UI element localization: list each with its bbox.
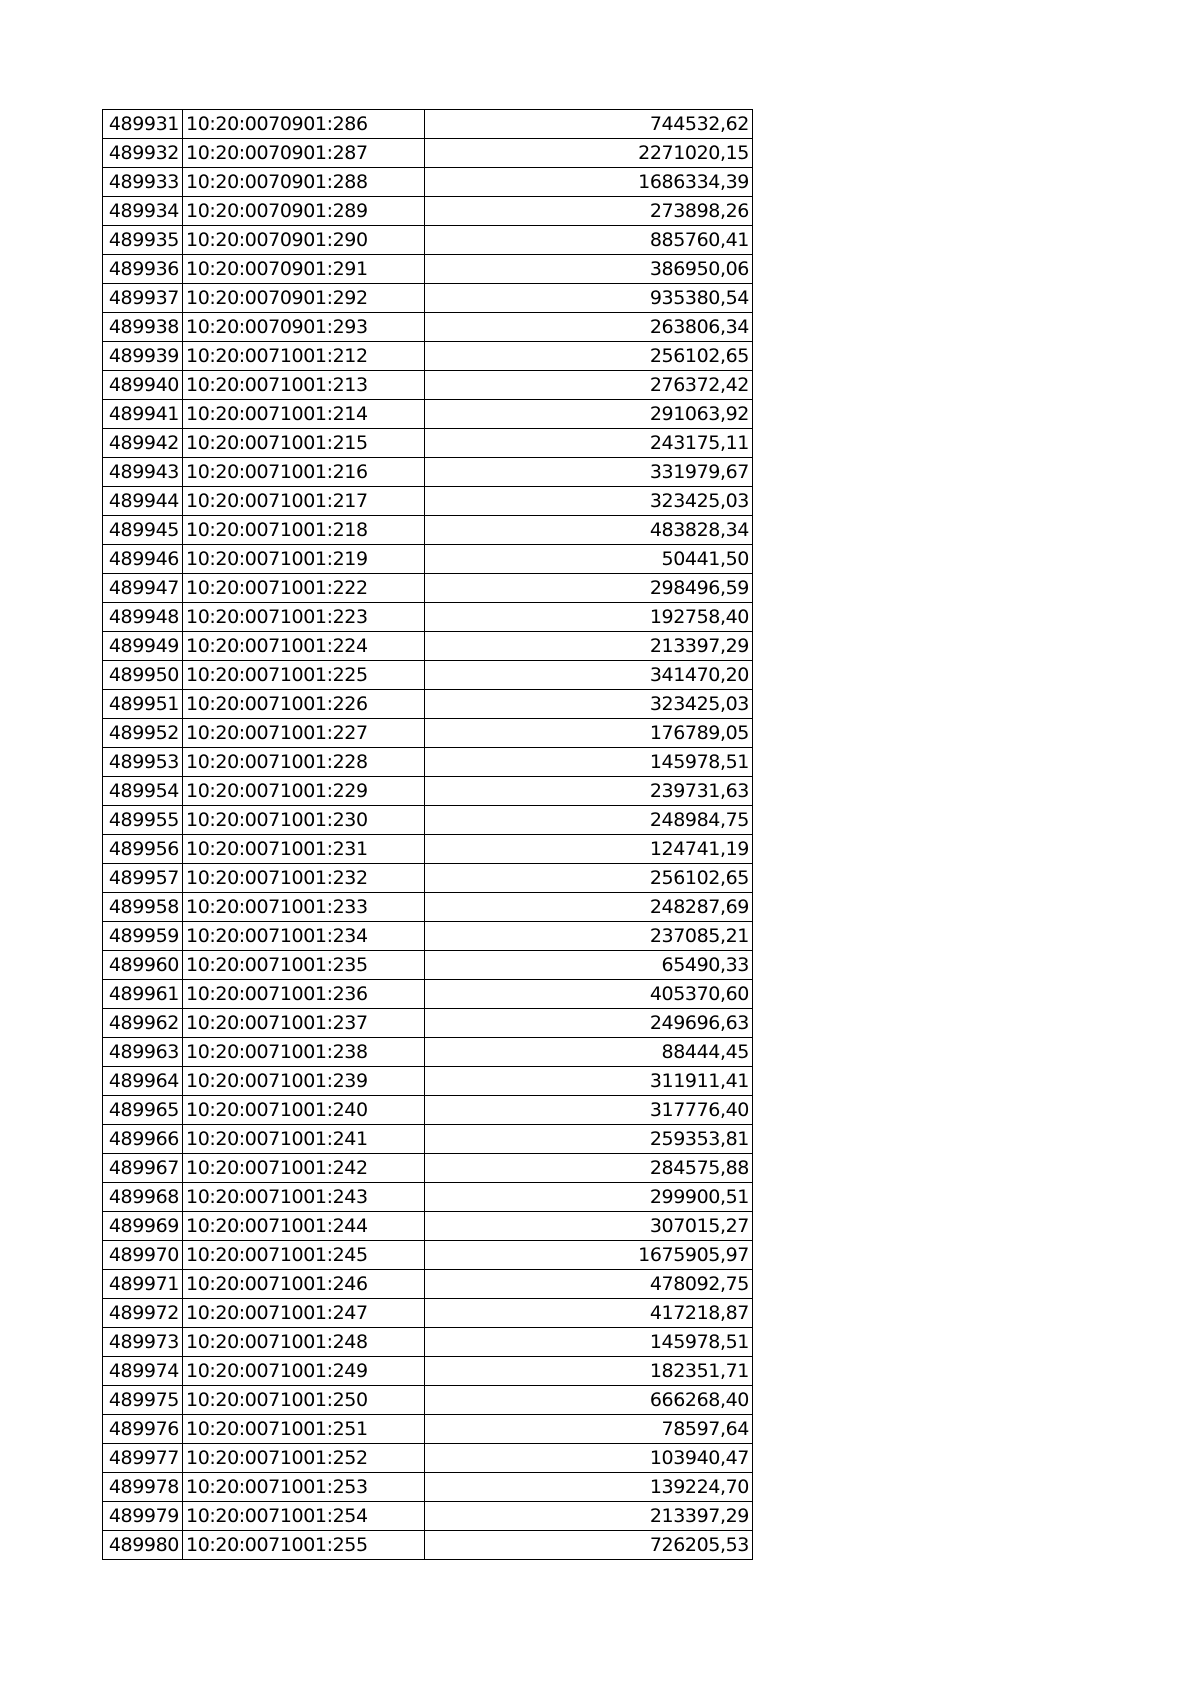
row-id-cell: 489950 [103, 661, 183, 690]
value-cell: 213397,29 [425, 1502, 753, 1531]
table-row [103, 1415, 753, 1444]
cadastral-number-cell: 10:20:0071001:248 [183, 1328, 425, 1357]
row-id-cell: 489957 [103, 864, 183, 893]
cadastral-number-cell: 10:20:0071001:240 [183, 1096, 425, 1125]
table-row [103, 1328, 753, 1357]
row-id-cell: 489956 [103, 835, 183, 864]
cadastral-number-cell: 10:20:0071001:224 [183, 632, 425, 661]
value-cell: 307015,27 [425, 1212, 753, 1241]
cadastral-number-cell: 10:20:0071001:229 [183, 777, 425, 806]
cadastral-number-cell: 10:20:0071001:231 [183, 835, 425, 864]
row-id-cell: 489939 [103, 342, 183, 371]
table-row [103, 110, 753, 139]
cadastral-number-cell: 10:20:0070901:287 [183, 139, 425, 168]
table-row [103, 1502, 753, 1531]
value-cell: 935380,54 [425, 284, 753, 313]
row-id-cell: 489980 [103, 1531, 183, 1560]
value-cell: 273898,26 [425, 197, 753, 226]
row-id-cell: 489961 [103, 980, 183, 1009]
value-cell: 323425,03 [425, 690, 753, 719]
row-id-cell: 489967 [103, 1154, 183, 1183]
value-cell: 176789,05 [425, 719, 753, 748]
table-row [103, 806, 753, 835]
row-id-cell: 489963 [103, 1038, 183, 1067]
cadastral-number-cell: 10:20:0071001:245 [183, 1241, 425, 1270]
value-cell: 50441,50 [425, 545, 753, 574]
table-row [103, 545, 753, 574]
row-id-cell: 489931 [103, 110, 183, 139]
row-id-cell: 489979 [103, 1502, 183, 1531]
row-id-cell: 489938 [103, 313, 183, 342]
value-cell: 666268,40 [425, 1386, 753, 1415]
table-row [103, 1531, 753, 1560]
table-row [103, 342, 753, 371]
cadastral-number-cell: 10:20:0071001:213 [183, 371, 425, 400]
row-id-cell: 489949 [103, 632, 183, 661]
value-cell: 259353,81 [425, 1125, 753, 1154]
row-id-cell: 489935 [103, 226, 183, 255]
table-row [103, 922, 753, 951]
value-cell: 78597,64 [425, 1415, 753, 1444]
row-id-cell: 489945 [103, 516, 183, 545]
value-cell: 1686334,39 [425, 168, 753, 197]
table-row [103, 313, 753, 342]
table-row [103, 429, 753, 458]
value-cell: 249696,63 [425, 1009, 753, 1038]
table-row [103, 1299, 753, 1328]
cadastral-number-cell: 10:20:0071001:230 [183, 806, 425, 835]
row-id-cell: 489964 [103, 1067, 183, 1096]
table-row [103, 1125, 753, 1154]
value-cell: 256102,65 [425, 864, 753, 893]
table-row [103, 835, 753, 864]
row-id-cell: 489952 [103, 719, 183, 748]
row-id-cell: 489932 [103, 139, 183, 168]
row-id-cell: 489940 [103, 371, 183, 400]
cadastral-number-cell: 10:20:0071001:252 [183, 1444, 425, 1473]
row-id-cell: 489941 [103, 400, 183, 429]
value-cell: 88444,45 [425, 1038, 753, 1067]
table-row [103, 400, 753, 429]
row-id-cell: 489936 [103, 255, 183, 284]
cadastral-number-cell: 10:20:0071001:212 [183, 342, 425, 371]
table-row [103, 1183, 753, 1212]
cadastral-number-cell: 10:20:0070901:289 [183, 197, 425, 226]
value-cell: 744532,62 [425, 110, 753, 139]
value-cell: 478092,75 [425, 1270, 753, 1299]
row-id-cell: 489971 [103, 1270, 183, 1299]
table-row [103, 168, 753, 197]
table-row [103, 1444, 753, 1473]
row-id-cell: 489976 [103, 1415, 183, 1444]
value-cell: 483828,34 [425, 516, 753, 545]
value-cell: 323425,03 [425, 487, 753, 516]
value-cell: 263806,34 [425, 313, 753, 342]
cadastral-number-cell: 10:20:0071001:234 [183, 922, 425, 951]
cadastral-number-cell: 10:20:0071001:215 [183, 429, 425, 458]
value-cell: 341470,20 [425, 661, 753, 690]
table-row [103, 748, 753, 777]
table-row [103, 632, 753, 661]
cadastral-number-cell: 10:20:0070901:293 [183, 313, 425, 342]
row-id-cell: 489954 [103, 777, 183, 806]
table-row [103, 661, 753, 690]
cadastral-number-cell: 10:20:0071001:225 [183, 661, 425, 690]
cadastral-number-cell: 10:20:0071001:242 [183, 1154, 425, 1183]
table-row [103, 1009, 753, 1038]
row-id-cell: 489958 [103, 893, 183, 922]
row-id-cell: 489946 [103, 545, 183, 574]
cadastral-number-cell: 10:20:0071001:239 [183, 1067, 425, 1096]
value-cell: 291063,92 [425, 400, 753, 429]
cadastral-number-cell: 10:20:0071001:235 [183, 951, 425, 980]
row-id-cell: 489937 [103, 284, 183, 313]
table-row [103, 864, 753, 893]
value-cell: 726205,53 [425, 1531, 753, 1560]
row-id-cell: 489955 [103, 806, 183, 835]
table-row [103, 719, 753, 748]
table-row [103, 951, 753, 980]
cadastral-number-cell: 10:20:0071001:228 [183, 748, 425, 777]
value-cell: 239731,63 [425, 777, 753, 806]
row-id-cell: 489962 [103, 1009, 183, 1038]
value-cell: 299900,51 [425, 1183, 753, 1212]
cadastral-number-cell: 10:20:0071001:233 [183, 893, 425, 922]
cadastral-number-cell: 10:20:0070901:292 [183, 284, 425, 313]
row-id-cell: 489960 [103, 951, 183, 980]
cadastral-number-cell: 10:20:0071001:243 [183, 1183, 425, 1212]
value-cell: 124741,19 [425, 835, 753, 864]
cadastral-number-cell: 10:20:0071001:246 [183, 1270, 425, 1299]
value-cell: 213397,29 [425, 632, 753, 661]
table-row [103, 487, 753, 516]
value-cell: 248984,75 [425, 806, 753, 835]
value-cell: 317776,40 [425, 1096, 753, 1125]
cadastral-number-cell: 10:20:0071001:218 [183, 516, 425, 545]
cadastral-number-cell: 10:20:0071001:217 [183, 487, 425, 516]
cadastral-number-cell: 10:20:0071001:236 [183, 980, 425, 1009]
row-id-cell: 489968 [103, 1183, 183, 1212]
cadastral-number-cell: 10:20:0070901:290 [183, 226, 425, 255]
cadastral-number-cell: 10:20:0071001:244 [183, 1212, 425, 1241]
value-cell: 145978,51 [425, 748, 753, 777]
cadastral-number-cell: 10:20:0071001:253 [183, 1473, 425, 1502]
row-id-cell: 489959 [103, 922, 183, 951]
value-cell: 311911,41 [425, 1067, 753, 1096]
row-id-cell: 489933 [103, 168, 183, 197]
row-id-cell: 489944 [103, 487, 183, 516]
value-cell: 192758,40 [425, 603, 753, 632]
row-id-cell: 489948 [103, 603, 183, 632]
row-id-cell: 489969 [103, 1212, 183, 1241]
table-row [103, 139, 753, 168]
value-cell: 417218,87 [425, 1299, 753, 1328]
table-row [103, 893, 753, 922]
table-row [103, 255, 753, 284]
row-id-cell: 489970 [103, 1241, 183, 1270]
row-id-cell: 489942 [103, 429, 183, 458]
table-row [103, 1270, 753, 1299]
table-row [103, 371, 753, 400]
cadastral-number-cell: 10:20:0071001:223 [183, 603, 425, 632]
cadastral-number-cell: 10:20:0071001:232 [183, 864, 425, 893]
row-id-cell: 489953 [103, 748, 183, 777]
table-row [103, 980, 753, 1009]
table-row [103, 1038, 753, 1067]
cadastral-number-cell: 10:20:0071001:241 [183, 1125, 425, 1154]
row-id-cell: 489966 [103, 1125, 183, 1154]
row-id-cell: 489974 [103, 1357, 183, 1386]
table-row [103, 1241, 753, 1270]
row-id-cell: 489977 [103, 1444, 183, 1473]
value-cell: 885760,41 [425, 226, 753, 255]
value-cell: 248287,69 [425, 893, 753, 922]
table-row [103, 226, 753, 255]
table-row [103, 603, 753, 632]
value-cell: 298496,59 [425, 574, 753, 603]
table-row [103, 1096, 753, 1125]
value-cell: 243175,11 [425, 429, 753, 458]
value-cell: 331979,67 [425, 458, 753, 487]
cadastral-number-cell: 10:20:0071001:237 [183, 1009, 425, 1038]
row-id-cell: 489978 [103, 1473, 183, 1502]
table-row [103, 777, 753, 806]
value-cell: 139224,70 [425, 1473, 753, 1502]
table-row [103, 1357, 753, 1386]
cadastral-number-cell: 10:20:0071001:222 [183, 574, 425, 603]
cadastral-number-cell: 10:20:0071001:238 [183, 1038, 425, 1067]
value-cell: 103940,47 [425, 1444, 753, 1473]
cadastral-number-cell: 10:20:0071001:216 [183, 458, 425, 487]
cadastral-number-cell: 10:20:0071001:255 [183, 1531, 425, 1560]
value-cell: 284575,88 [425, 1154, 753, 1183]
row-id-cell: 489943 [103, 458, 183, 487]
cadastral-number-cell: 10:20:0070901:291 [183, 255, 425, 284]
value-cell: 256102,65 [425, 342, 753, 371]
value-cell: 182351,71 [425, 1357, 753, 1386]
table-row [103, 1386, 753, 1415]
cadastral-number-cell: 10:20:0071001:247 [183, 1299, 425, 1328]
table-row [103, 1212, 753, 1241]
table-row [103, 574, 753, 603]
table-row [103, 1154, 753, 1183]
cadastral-value-table [102, 109, 753, 1560]
row-id-cell: 489965 [103, 1096, 183, 1125]
cadastral-number-cell: 10:20:0071001:227 [183, 719, 425, 748]
table-row [103, 284, 753, 313]
row-id-cell: 489951 [103, 690, 183, 719]
value-cell: 1675905,97 [425, 1241, 753, 1270]
table-body [103, 110, 753, 1560]
value-cell: 405370,60 [425, 980, 753, 1009]
row-id-cell: 489947 [103, 574, 183, 603]
value-cell: 65490,33 [425, 951, 753, 980]
cadastral-number-cell: 10:20:0071001:250 [183, 1386, 425, 1415]
cadastral-number-cell: 10:20:0070901:286 [183, 110, 425, 139]
value-cell: 145978,51 [425, 1328, 753, 1357]
cadastral-number-cell: 10:20:0071001:254 [183, 1502, 425, 1531]
cadastral-number-cell: 10:20:0071001:226 [183, 690, 425, 719]
cadastral-number-cell: 10:20:0071001:219 [183, 545, 425, 574]
value-cell: 276372,42 [425, 371, 753, 400]
row-id-cell: 489975 [103, 1386, 183, 1415]
table-row [103, 690, 753, 719]
cadastral-number-cell: 10:20:0071001:214 [183, 400, 425, 429]
value-cell: 2271020,15 [425, 139, 753, 168]
cadastral-number-cell: 10:20:0071001:249 [183, 1357, 425, 1386]
table-row [103, 1473, 753, 1502]
table-row [103, 458, 753, 487]
row-id-cell: 489972 [103, 1299, 183, 1328]
table-row [103, 516, 753, 545]
cadastral-number-cell: 10:20:0070901:288 [183, 168, 425, 197]
cadastral-number-cell: 10:20:0071001:251 [183, 1415, 425, 1444]
table-row [103, 1067, 753, 1096]
value-cell: 386950,06 [425, 255, 753, 284]
table-row [103, 197, 753, 226]
value-cell: 237085,21 [425, 922, 753, 951]
row-id-cell: 489973 [103, 1328, 183, 1357]
row-id-cell: 489934 [103, 197, 183, 226]
